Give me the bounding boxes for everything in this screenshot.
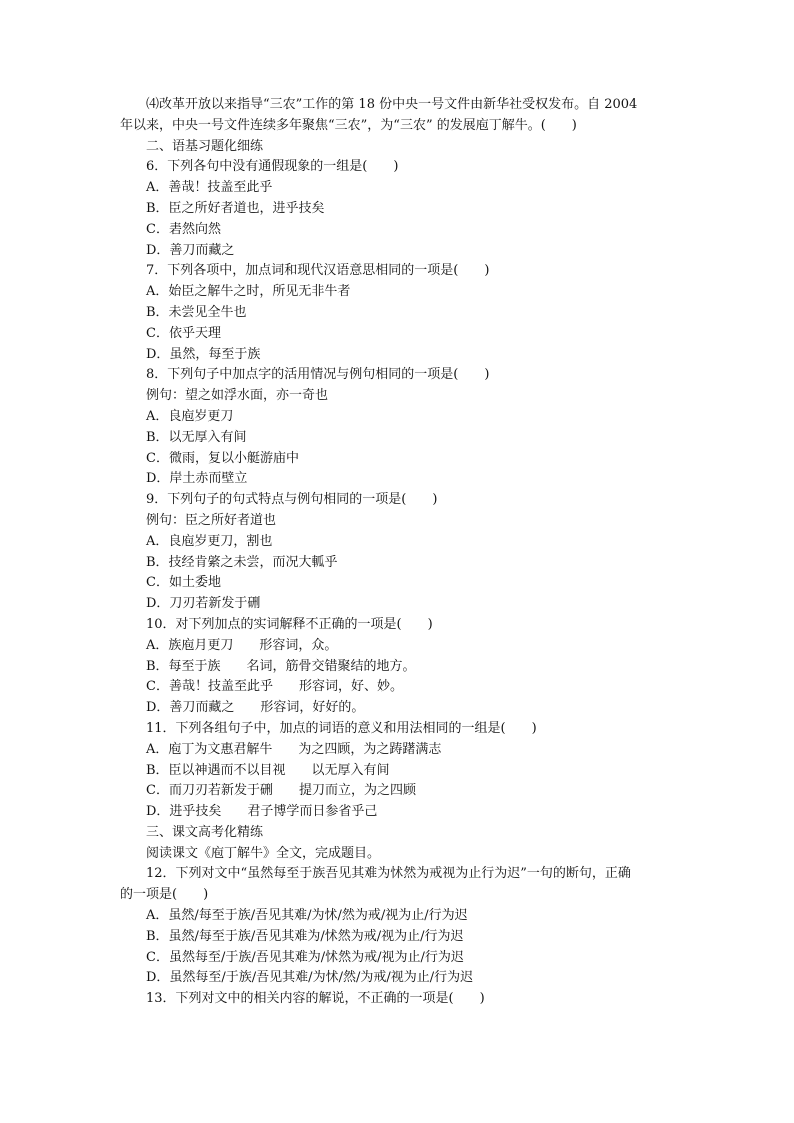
question-10-option-b: B．每至于族 名词，筋骨交错聚结的地方。 <box>146 658 416 674</box>
question-10-option-a: A．族庖月更刀 形容词，众。 <box>146 637 338 653</box>
question-8-example: 例句：望之如浮水面，亦一奇也 <box>146 388 329 404</box>
question-6-option-c: C．砉然向然 <box>146 221 221 237</box>
question-12-option-a: A．虽然/每至于族/吾见其难/为怵/然为戒/视为止/行为迟 <box>146 908 468 924</box>
question-6-option-d: D．善刀而藏之 <box>146 242 235 258</box>
question-10-stem: 10．对下列加点的实词解释不正确的一项是( ) <box>146 616 433 632</box>
question-7-option-c: C．依乎天理 <box>146 325 221 341</box>
question-8-option-a: A．良庖岁更刀 <box>146 408 234 424</box>
question-8-option-b: B．以无厚入有间 <box>146 429 247 445</box>
question-9-option-a: A．良庖岁更刀，割也 <box>146 533 273 549</box>
item4-line1: ⑷改革开放以来指导“三农”工作的第 18 份中央一号文件由新华社受权发布。自 2004 <box>146 97 638 112</box>
question-9-option-d: D．刀刃若新发于硎 <box>146 596 261 612</box>
question-11-option-c: C．而刀刃若新发于硎 提刀而立，为之四顾 <box>146 783 416 799</box>
question-6-option-a: A．善哉！技盖至此乎 <box>146 180 273 196</box>
question-11-option-b: B．臣以神遇而不以目视 以无厚入有间 <box>146 762 390 778</box>
question-9-option-c: C．如土委地 <box>146 575 221 591</box>
question-7-option-b: B．未尝见全牛也 <box>146 304 247 320</box>
question-12-option-d: D．虽然每至/于族/吾见其难/为怵/然/为戒/视为止/行为迟 <box>146 970 474 986</box>
question-10-option-d: D．善刀而藏之 形容词，好好的。 <box>146 700 365 716</box>
question-7-stem: 7．下列各项中，加点词和现代汉语意思相同的一项是( ) <box>146 263 490 279</box>
question-9-option-b: B．技经肯綮之未尝，而况大軱乎 <box>146 554 338 570</box>
question-8-option-d: D．岸土赤而壁立 <box>146 471 248 487</box>
question-11-option-a: A．庖丁为文惠君解牛 为之四顾，为之踌躇满志 <box>146 741 442 757</box>
question-12-stem-line2: 的一项是( ) <box>120 887 209 903</box>
question-12-stem-line1: 12．下列对文中“虽然每至于族吾见其难为怵然为戒视为止行为迟”一句的断句，正确 <box>146 866 631 882</box>
question-7-option-a: A．始臣之解牛之时，所见无非牛者 <box>146 284 351 300</box>
question-8-stem: 8．下列句子中加点字的活用情况与例句相同的一项是( ) <box>146 367 490 383</box>
question-6-option-b: B．臣之所好者道也，进乎技矣 <box>146 200 325 216</box>
question-11-stem: 11．下列各组句子中，加点的词语的意义和用法相同的一组是( ) <box>146 720 537 736</box>
question-13-stem: 13．下列对文中的相关内容的解说，不正确的一项是( ) <box>146 991 485 1007</box>
question-10-option-c: C．善哉！技盖至此乎 形容词，好、妙。 <box>146 679 403 695</box>
question-6-stem: 6．下列各句中没有通假现象的一组是( ) <box>146 159 399 175</box>
section2-title: 二、语基习题化细练 <box>146 138 264 154</box>
section3-title: 三、课文高考化精练 <box>146 824 264 840</box>
question-12-option-c: C．虽然每至/于族/吾见其难为/怵然为戒/视为止/行为迟 <box>146 949 464 965</box>
question-8-option-c: C．微雨，复以小艇游庙中 <box>146 450 299 466</box>
question-7-option-d: D．虽然，每至于族 <box>146 346 261 362</box>
question-9-example: 例句：臣之所好者道也 <box>146 512 277 528</box>
question-11-option-d: D．进乎技矣 君子博学而日参省乎己 <box>146 804 378 820</box>
section3-intro: 阅读课文《庖丁解牛》全文，完成题目。 <box>146 845 381 861</box>
item4-line2: 年以来，中央一号文件连续多年聚焦“三农”，为“三农” 的发展庖丁解牛。( ) <box>120 117 577 133</box>
question-9-stem: 9．下列句子的句式特点与例句相同的一项是( ) <box>146 492 438 508</box>
question-12-option-b: B．虽然/每至于族/吾见其难为/怵然为戒/视为止/行为迟 <box>146 928 464 944</box>
